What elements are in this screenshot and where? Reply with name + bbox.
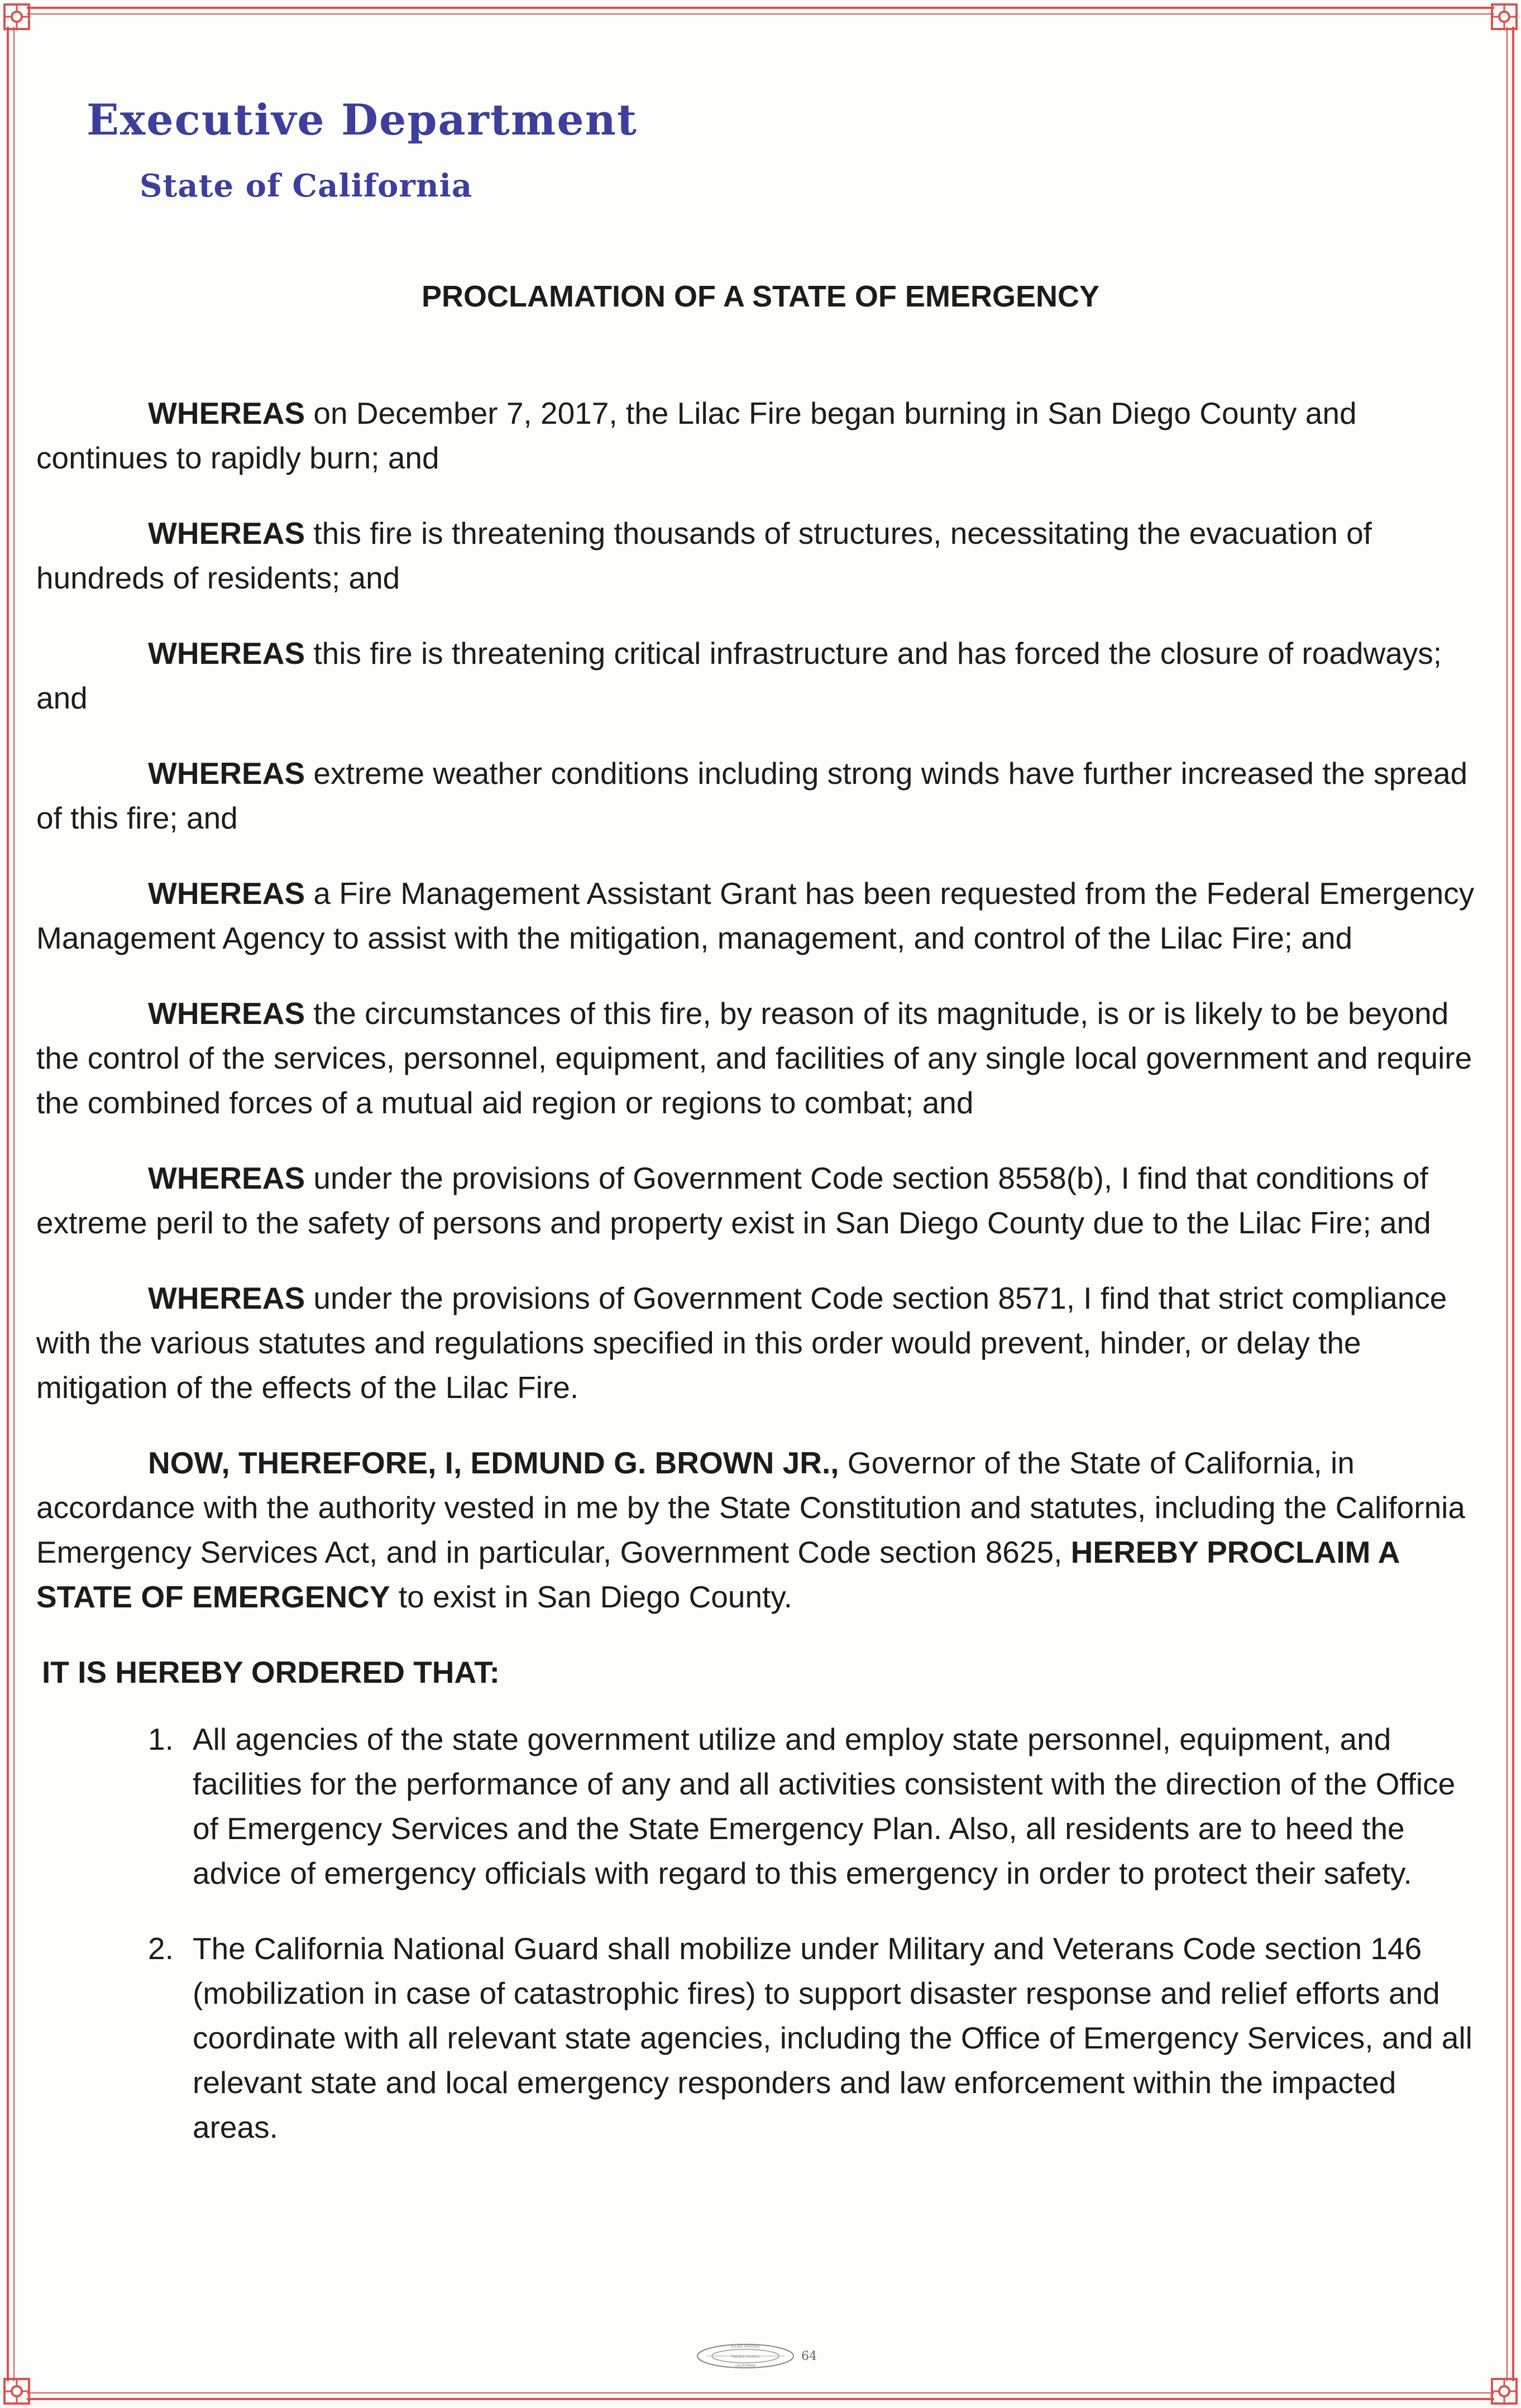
order-number: 2. [148, 1931, 174, 1966]
corner-ornament-icon [1487, 2375, 1521, 2408]
border-bottom-inner [27, 2392, 1494, 2393]
svg-text:ALLIED PRINTING: ALLIED PRINTING [731, 2345, 760, 2349]
whereas-keyword: WHEREAS [148, 1161, 305, 1195]
union-bug [695, 2342, 817, 2370]
proclamation-text: Governor of the State of California, in accordance with the authority vested in me by the State Constitution and statutes, including the California Emergency Services Act, and in particular, Government Code section 8625, [36, 1445, 1465, 1569]
whereas-keyword: WHEREAS [148, 636, 305, 671]
whereas-clause [36, 1276, 1482, 1410]
border-bottom-outer [27, 2398, 1494, 2400]
whereas-keyword: WHEREAS [148, 1281, 305, 1315]
page-title: PROCLAMATION OF A STATE OF EMERGENCY [422, 280, 1099, 313]
whereas-keyword: WHEREAS [148, 756, 305, 791]
whereas-clause [36, 511, 1482, 600]
whereas-text: this fire is threatening critical infrastructure and has forced the closure of roadways; and [36, 636, 1442, 715]
union-bug-icon [695, 2342, 796, 2370]
order-number: 1. [148, 1722, 174, 1756]
page-number: 64 [801, 2349, 817, 2363]
proclamation-paragraph [36, 1440, 1482, 1619]
border-left-inner [13, 27, 15, 2381]
whereas-clause [36, 631, 1482, 720]
border-top-outer [27, 7, 1494, 9]
order-item [36, 1926, 1482, 2150]
whereas-clause [36, 391, 1482, 480]
whereas-text: this fire is threatening thousands of structures, necessitating the evacuation of hundreds of residents; and [36, 516, 1372, 595]
corner-ornament-icon [1487, 0, 1521, 33]
whereas-clause [36, 1156, 1482, 1245]
whereas-text: the circumstances of this fire, by reason of its magnitude, is or is likely to be beyond the control of the services, personnel, equipment, and facilities of any single local government and require the combined forces of a mutual aid region or regions to combat; and [36, 996, 1472, 1120]
proclamation-lead: NOW, THEREFORE, I, EDMUND G. BROWN JR., [148, 1445, 839, 1480]
border-right-outer [1512, 27, 1514, 2381]
whereas-clause [36, 991, 1482, 1125]
corner-ornament-icon [0, 2375, 34, 2408]
whereas-clause [36, 871, 1482, 960]
whereas-keyword: WHEREAS [148, 396, 305, 430]
whereas-text: under the provisions of Government Code section 8558(b), I find that conditions of extreme peril to the safety of persons and property exist in San Diego County due to the Lilac Fire; and [36, 1161, 1431, 1240]
whereas-text: under the provisions of Government Code section 8571, I find that strict compliance with the various statutes and regulations specified in this order would prevent, hinder, or delay the mitigation of the effects of the Lilac Fire. [36, 1281, 1447, 1405]
whereas-keyword: WHEREAS [148, 516, 305, 550]
border-top-inner [27, 13, 1494, 15]
svg-text:TRADES COUNCIL: TRADES COUNCIL [730, 2355, 760, 2359]
whereas-keyword: WHEREAS [148, 876, 305, 911]
order-list [36, 1717, 1482, 2150]
svg-text:CALIFORNIA: CALIFORNIA [735, 2364, 756, 2368]
order-item [36, 1717, 1482, 1895]
whereas-clause [36, 751, 1482, 840]
ordered-heading: IT IS HEREBY ORDERED THAT: [42, 1655, 500, 1689]
border-right-inner [1506, 27, 1508, 2381]
corner-ornament-icon [0, 0, 34, 33]
order-text: The California National Guard shall mobilize under Military and Veterans Code section 146 (mobilization in case of catastrophic fires) to support disaster response and relief efforts and coordinate with all relevant state agencies, including the Office of Emergency Services, and all relevant state and local emergency responders and law enforcement within the impacted areas. [193, 1931, 1472, 2144]
letterhead-state: State of California [140, 167, 473, 204]
whereas-text: extreme weather conditions including strong winds have further increased the spread of this fire; and [36, 756, 1468, 835]
letterhead-department: Executive Department [87, 95, 638, 145]
whereas-keyword: WHEREAS [148, 996, 305, 1031]
proclamation-emphasis: HEREBY PROCLAIM A STATE OF EMERGENCY [36, 1535, 1399, 1614]
border-left-outer [7, 27, 9, 2381]
whereas-text: on December 7, 2017, the Lilac Fire began burning in San Diego County and continues to rapidly burn; and [36, 396, 1357, 475]
proclamation-text-end: to exist in San Diego County. [390, 1579, 793, 1614]
order-text: All agencies of the state government utilize and employ state personnel, equipment, and facilities for the performance of any and all activities consistent with the direction of the Office of Emergency Services and the State Emergency Plan. Also, all residents are to heed the advice of emergency officials with regard to this emergency in order to protect their safety. [193, 1722, 1456, 1890]
whereas-text: a Fire Management Assistant Grant has been requested from the Federal Emergency Management Agency to assist with the mitigation, management, and control of the Lilac Fire; and [36, 876, 1475, 955]
proclamation-body [36, 391, 1482, 2180]
